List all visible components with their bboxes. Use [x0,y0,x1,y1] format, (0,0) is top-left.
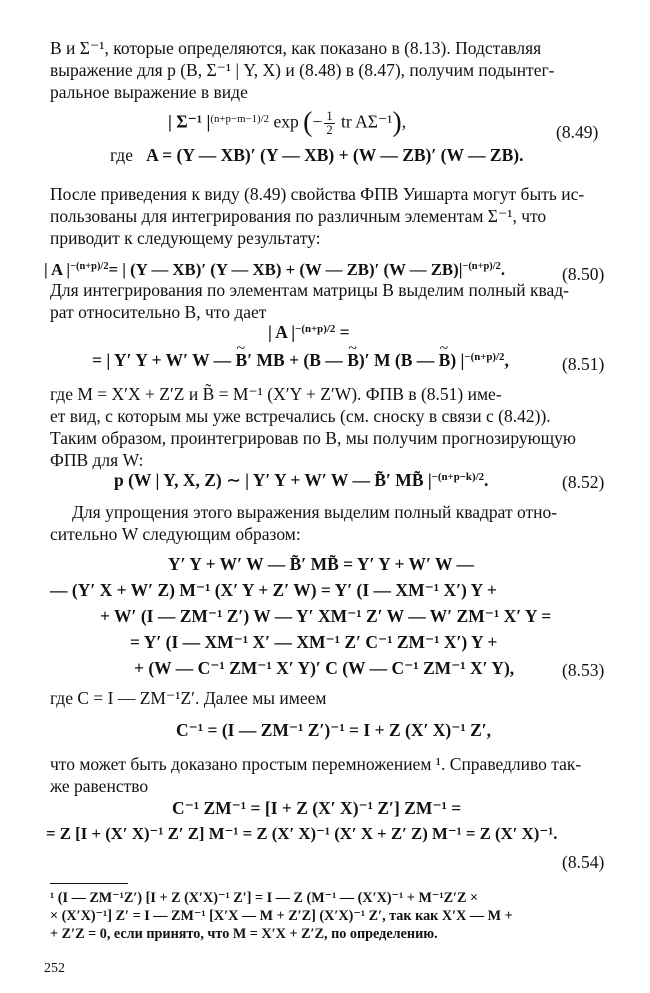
text-line: выражение для p (B, Σ⁻¹ | Y, X) и (8.48) в (8.47), получим подынтег- [50,60,555,80]
footnote-rule [50,883,128,884]
footnote-line: × (X′X)⁻¹] Z′ = I — ZM⁻¹ [X′X — M + Z′Z] (X′X)⁻¹ Z′, так как X′X — M + [50,908,513,924]
text-line: Таким образом, проинтегрировав по B, мы получим прогнозирующую [50,428,576,448]
equation-8-53-line: + W′ (I — ZM⁻¹ Z′) W — Y′ XM⁻¹ Z′ W — W′ ZM⁻¹ X′ Y = [100,606,552,626]
text-line: приводит к следующему результату: [50,228,321,248]
where-clause [110,147,523,165]
equation-8-50 [44,262,505,279]
equation-8-54-line1: C⁻¹ ZM⁻¹ = [I + Z (X′ X)⁻¹ Z′] ZM⁻¹ = [172,798,462,818]
exponent: −(n+p)/2 [295,323,336,336]
equation-number: (8.49) [556,122,599,142]
text-line: После приведения к виду (8.49) свойства ФПВ Уишарта могут быть ис- [50,184,585,204]
text-line: ФПВ для W: [50,450,144,470]
text-line: Для интегрирования по элементам матрицы B выделим полный квад- [50,280,570,300]
exponent: −(n+p)/2 [462,261,501,273]
text-line: где M = X′X + Z′Z и B̃ = M⁻¹ (X′Y + Z′W). ФПВ в (8.51) име- [50,384,502,404]
text-line: же равенство [50,776,149,796]
minus-sign: − [312,111,323,132]
fraction-one-half: $\frac{1}{2}$ [326,109,333,138]
text-line: Для упрощения этого выражения выделим полный квадрат отно- [72,502,558,522]
footnote-line: ¹ (I — ZM⁻¹Z′) [I + Z (X′X)⁻¹ Z′] = I — Z (M⁻¹ — (X′X)⁻¹ + M⁻¹Z′Z × [50,890,479,906]
lhs: | A | [44,260,71,279]
equation-8-49 [168,107,407,139]
trace-expression: tr AΣ⁻¹ [341,111,393,132]
equation-8-52: p (W | Y, X, Z) ∼ | Y′ Y + W′ W — B̃′ MB̃ $|^{-(n+p-k)/2}$. [114,470,489,490]
equation-8-51-line1: | A $|^{-(n+p)/2}$ = [268,322,350,342]
footnote-line: + Z′Z = 0, если принято, что M = X′X + Z′Z, по определению. [50,926,438,942]
rhs: = | (Y — XB)′ (Y — XB) + (W — ZB)′ (W — ZB)| [108,260,463,279]
equation-number: (8.53) [562,660,605,680]
sigma-abs: | Σ⁻¹ | [168,111,211,132]
equation-number: (8.51) [562,354,605,374]
b-tilde: ~ B [439,352,451,370]
equation-8-53-line: = Y′ (I — XM⁻¹ X′ — XM⁻¹ Z′ C⁻¹ ZM⁻¹ X′) Y + [130,632,498,652]
close-paren: ) [392,107,402,139]
equation-period: . [500,260,506,279]
exponent: −(n+p−k)/2 [431,471,485,484]
equation-number: (8.52) [562,472,605,492]
definition-a: A = (Y — XB)′ (Y — XB) + (W — ZB)′ (W — ZB). [146,145,524,165]
open-paren: ( [303,107,313,139]
exponent: −(n+p)/2 [70,261,109,273]
equation-8-53-line: + (W — C⁻¹ ZM⁻¹ X′ Y)′ C (W — C⁻¹ ZM⁻¹ X′ Y), [134,658,515,678]
exp-label: exp [273,111,299,132]
text-line: ет вид, с которым мы уже встречались (см. сноску в связи с (8.42)). [50,406,551,426]
equation-c-inverse: C⁻¹ = (I — ZM⁻¹ Z′)⁻¹ = I + Z (X′ X)⁻¹ Z′, [176,720,492,740]
equation-8-53-line: Y′ Y + W′ W — B̃′ MB̃ = Y′ Y + W′ W — [168,554,475,574]
equation-comma: , [401,111,407,132]
text-line: B и Σ⁻¹, которые определяются, как показано в (8.13). Подставляя [50,38,542,58]
page-number: 252 [44,961,65,976]
text-line: рат относительно B, что дает [50,302,267,322]
equation-8-54-line2: = Z [I + (X′ X)⁻¹ Z′ Z] M⁻¹ = Z (X′ X)⁻¹ (X′ X + Z′ Z) M⁻¹ = Z (X′ X)⁻¹. [46,824,558,843]
equation-number: (8.54) [562,852,605,872]
text-line: что может быть доказано простым перемножением ¹. Справедливо так- [50,754,582,774]
text-line: сительно W следующим образом: [50,524,301,544]
text-line: ральное выражение в виде [50,82,248,102]
b-tilde: ~ B [347,352,359,370]
b-tilde: ~ B [236,352,248,370]
where-word: где [110,145,133,165]
equation-8-51-line2: = | Y′ Y + W′ W — ~ B′ MB + (B — ~ B)′ M (B — ~ B) $|^{-(n+p)/2}$, [92,352,509,370]
text-line: где C = I — ZM⁻¹Z′. Далее мы имеем [50,688,327,708]
exponent: −(n+p)/2 [464,351,505,364]
text-line: пользованы для интегрирования по различным элементам Σ⁻¹, что [50,206,547,226]
exponent: (n+p−m−1)/2 [210,112,270,125]
equation-number: (8.50) [562,264,605,284]
equation-8-53-line: — (Y′ X + W′ Z) M⁻¹ (X′ Y + Z′ W) = Y′ (I — XM⁻¹ X′) Y + [50,580,497,600]
